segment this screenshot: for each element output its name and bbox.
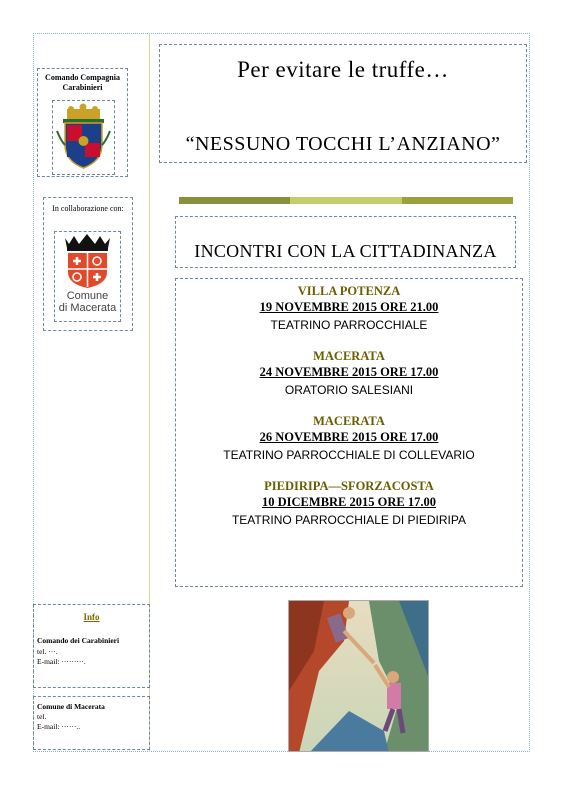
event-item bbox=[176, 349, 522, 399]
section-title-box bbox=[175, 216, 516, 268]
bar-segment bbox=[179, 197, 290, 204]
helping-hand-illustration bbox=[288, 600, 429, 752]
comune-contact-box bbox=[33, 696, 150, 750]
info-box bbox=[33, 604, 150, 688]
comune-logo-text-2: di Macerata bbox=[58, 302, 117, 314]
carabinieri-contact-name: Comando dei Carabinieri bbox=[37, 636, 120, 645]
carabinieri-crest-frame bbox=[52, 100, 115, 175]
carabinieri-crest-icon bbox=[53, 101, 114, 174]
comune-contact-name: Comune di Macerata bbox=[37, 702, 105, 711]
collaboration-box bbox=[43, 197, 133, 331]
event-date: 24 NOVEMBRE 2015 ORE 17.00 bbox=[259, 365, 439, 379]
helping-hand-image bbox=[289, 601, 429, 752]
event-place: MACERATA bbox=[313, 349, 385, 363]
event-date: 26 NOVEMBRE 2015 ORE 17.00 bbox=[259, 430, 439, 444]
event-item bbox=[176, 414, 522, 464]
events-box bbox=[175, 278, 523, 587]
event-place: VILLA POTENZA bbox=[297, 284, 401, 298]
event-venue: TEATRINO PARROCCHIALE DI COLLEVARIO bbox=[223, 448, 475, 462]
header-subtitle: Per evitare le truffe… bbox=[237, 57, 449, 82]
decorative-bar bbox=[179, 197, 513, 204]
comune-contact-email: E-mail: ······.. bbox=[37, 722, 81, 731]
event-place: PIEDIRIPA—SFORZACOSTA bbox=[264, 479, 434, 493]
event-date: 10 DICEMBRE 2015 ORE 17.00 bbox=[262, 495, 436, 509]
carabinieri-contact-email: E-mail: ·········. bbox=[37, 657, 86, 666]
bar-segment bbox=[290, 197, 401, 204]
event-venue: TEATRINO PARROCCHIALE bbox=[270, 318, 428, 332]
comune-macerata-logo-icon bbox=[55, 232, 120, 290]
event-venue: TEATRINO PARROCCHIALE DI PIEDIRIPA bbox=[231, 513, 467, 527]
info-title: Info bbox=[83, 612, 100, 622]
comune-logo-frame bbox=[54, 231, 121, 322]
comune-contact-tel: tel. bbox=[37, 712, 47, 721]
bar-segment bbox=[402, 197, 513, 204]
collaboration-label: In collaborazione con: bbox=[52, 204, 124, 213]
event-place: MACERATA bbox=[313, 414, 385, 428]
comune-logo-text-1: Comune bbox=[66, 290, 109, 302]
event-venue: ORATORIO SALESIANI bbox=[284, 383, 414, 397]
event-date: 19 NOVEMBRE 2015 ORE 21.00 bbox=[259, 300, 439, 314]
section-title: INCONTRI CON LA CITTADINANZA bbox=[194, 241, 497, 261]
carabinieri-contact-tel: tel. ···. bbox=[37, 647, 58, 656]
header-box bbox=[159, 44, 527, 163]
event-item bbox=[176, 479, 522, 529]
carabinieri-title: Comando Compagnia Carabinieri bbox=[45, 73, 120, 92]
event-item bbox=[176, 284, 522, 334]
header-title: “NESSUNO TOCCHI L’ANZIANO” bbox=[185, 133, 501, 155]
carabinieri-box bbox=[37, 68, 128, 177]
